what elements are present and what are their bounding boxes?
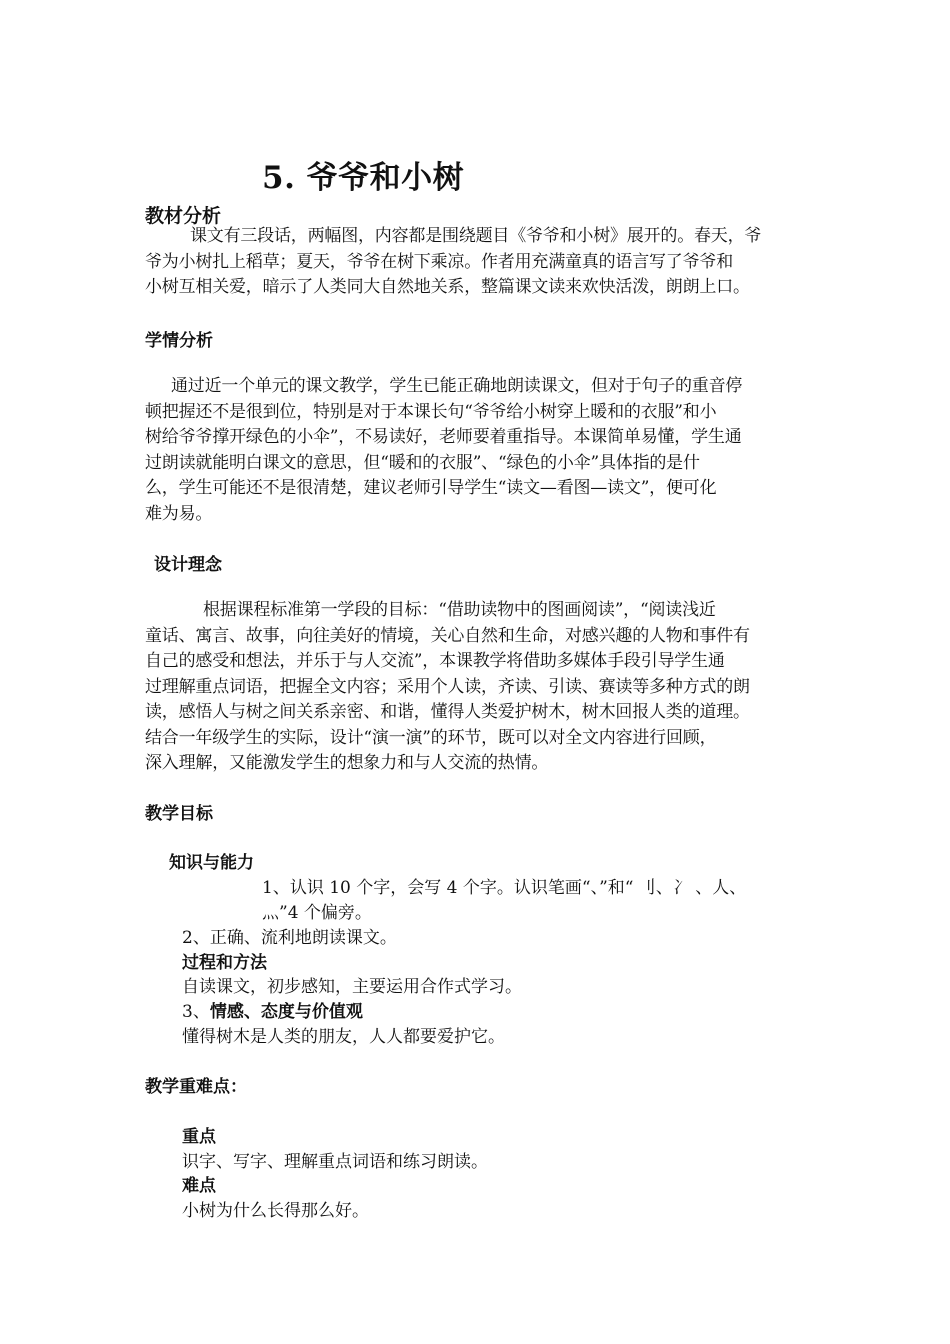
subheading-knowledge-ability: 知识与能力 <box>169 853 254 873</box>
paragraph-textbook-analysis <box>145 224 807 301</box>
section-heading-key-difficult-points: 教学重难点： <box>145 1077 247 1097</box>
section-heading-teaching-goals: 教学目标 <box>145 804 213 824</box>
difficult-point-label: 难点 <box>182 1176 216 1196</box>
paragraph-line: 树给爷爷撑开绿色的小伞”，不易读好，老师要着重指导。本课简单易懂，学生通 <box>145 427 742 447</box>
goal-item-3-heading: 情感、态度与价值观 <box>209 1002 363 1022</box>
goal-item-3-text: 懂得树木是人类的朋友，人人都要爱护它。 <box>182 1027 505 1047</box>
paragraph-line: 难为易。 <box>145 503 213 524</box>
paragraph-line: 小树互相关爱，暗示了人类同大自然地关系，整篇课文读来欢快活泼，朗朗上口。 <box>145 277 750 297</box>
subheading-process-method: 过程和方法 <box>182 953 267 973</box>
section-heading-textbook-analysis: 教材分析 <box>145 205 222 227</box>
goal-process-method-text: 自读课文，初步感知，主要运用合作式学习。 <box>182 977 522 997</box>
paragraph-student-analysis <box>145 374 807 527</box>
paragraph-line: 读，感悟人与树之间关系亲密、和谐，懂得人类爱护树木，树木回报人类的道理。 <box>145 702 750 722</box>
paragraph-line: 爷为小树扎上稻草；夏天，爷爷在树下乘凉。作者用充满童真的语言写了爷爷和 <box>145 251 733 272</box>
paragraph-line: 结合一年级学生的实际，设计“演一演”的环节，既可以对全文内容进行回顾， <box>145 727 717 748</box>
paragraph-line: 么，学生可能还不是很清楚，建议老师引导学生“读文—看图—读文”，便可化 <box>145 478 717 498</box>
paragraph-line: 课文有三段话，两幅图，内容都是围绕题目《爷爷和小树》展开的。春天，爷 <box>190 226 762 246</box>
paragraph-line: 根据课程标准第一学段的目标：“借助读物中的图画阅读”，“阅读浅近 <box>203 600 716 620</box>
goal-item-2: 2、正确、流利地朗读课文。 <box>182 928 397 948</box>
paragraph-line: 过朗读就能明白课文的意思，但“暖和的衣服”、“绿色的小伞”具体指的是什 <box>145 452 700 473</box>
paragraph-design-concept <box>145 598 807 777</box>
paragraph-line: 童话、寓言、故事，向往美好的情境，关心自然和生命，对感兴趣的人物和事件有 <box>145 625 750 646</box>
paragraph-line: 深入理解，又能激发学生的想象力和与人交流的热情。 <box>145 753 549 773</box>
difficult-point-text: 小树为什么长得那么好。 <box>182 1201 369 1221</box>
page-title: 5. 爷爷和小树 <box>262 160 465 196</box>
paragraph-line: 自己的感受和想法，并乐于与人交流”，本课教学将借助多媒体手段引导学生通 <box>145 651 725 671</box>
paragraph-line: 通过近一个单元的课文教学，学生已能正确地朗读课文，但对于句子的重音停 <box>171 376 743 396</box>
key-point-label: 重点 <box>182 1127 216 1147</box>
goal-item-1-continued: 灬”4 个偏旁。 <box>262 903 372 923</box>
paragraph-line: 顿把握还不是很到位，特别是对于本课长句“爷爷给小树穿上暖和的衣服”和小 <box>145 401 717 422</box>
key-point-text: 识字、写字、理解重点词语和练习朗读。 <box>182 1152 488 1172</box>
goal-item-3 <box>182 997 363 1022</box>
goal-item-1: 1、认识 10 个字，会写 4 个字。认识笔画“、”和“ 刂、冫 、人、 <box>262 878 747 898</box>
section-heading-student-analysis: 学情分析 <box>145 331 213 351</box>
section-heading-design-concept: 设计理念 <box>154 555 222 575</box>
paragraph-line: 过理解重点词语，把握全文内容；采用个人读，齐读、引读、赛读等多种方式的朗 <box>145 676 750 697</box>
goal-item-3-number: 3、 <box>182 1002 210 1022</box>
